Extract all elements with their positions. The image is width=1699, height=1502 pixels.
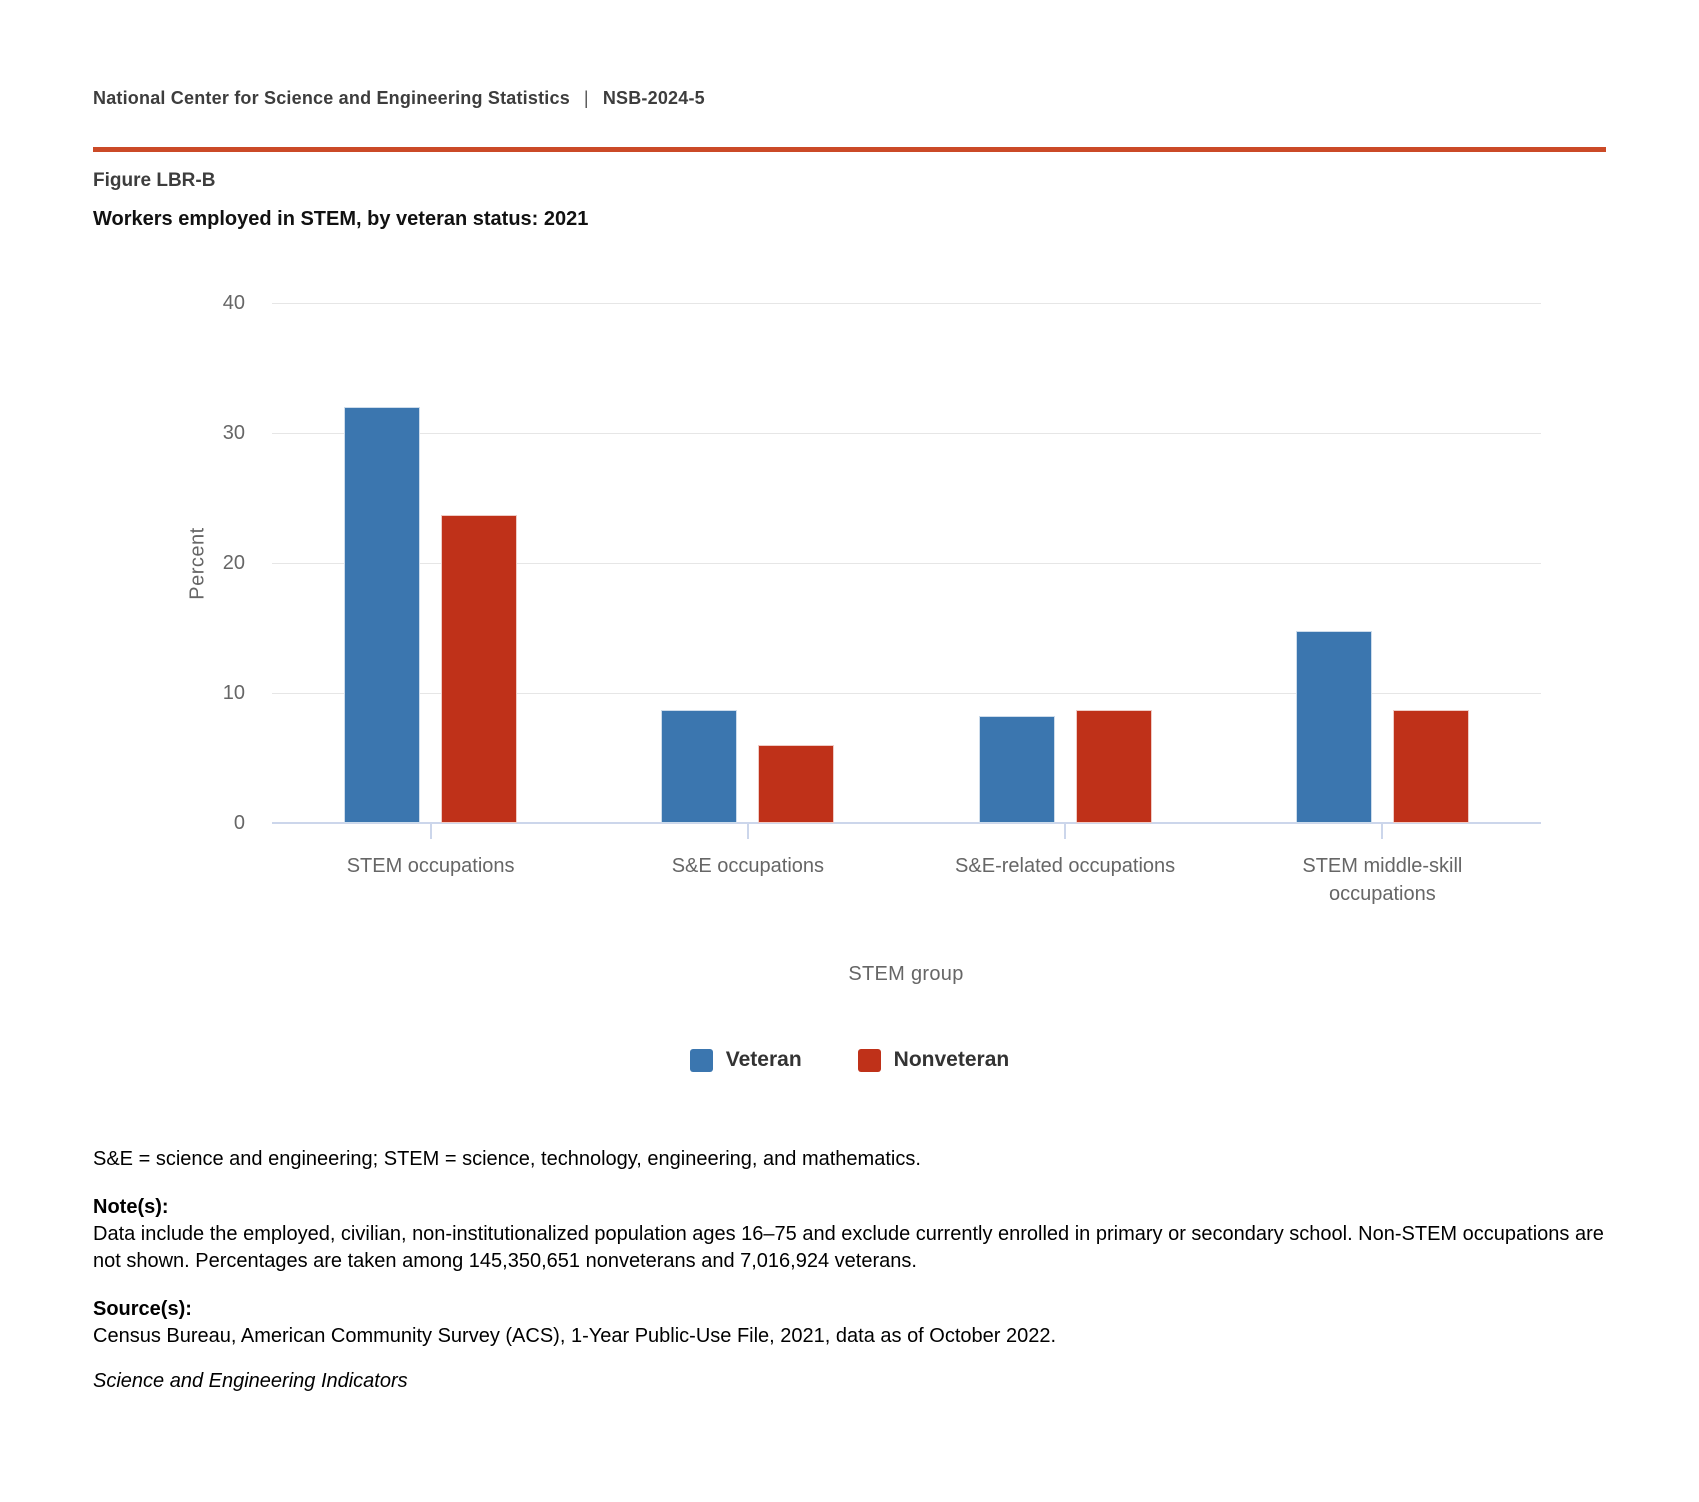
legend-label: Nonveteran [893,1048,1010,1071]
masthead-separator: | [583,88,589,108]
bar-nonveteran-0[interactable] [441,515,517,823]
legend-item-veteran[interactable] [690,1048,802,1072]
bar-veteran-2[interactable] [979,716,1055,823]
chart-legend [0,1048,1699,1072]
bar-veteran-1[interactable] [661,710,737,823]
bar-nonveteran-2[interactable] [1076,710,1152,823]
y-axis-tick-label: 30 [222,422,245,444]
source-text: Census Bureau, American Community Survey (ACS), 1-Year Public-Use File, 2021, data as of October 2022. [93,1325,1057,1347]
figure-title: Workers employed in STEM, by veteran status: 2021 [93,208,589,230]
y-axis-tick-label: 40 [222,292,245,314]
x-axis-category-label-line: S&E occupations [671,855,825,877]
masthead-org: National Center for Science and Engineering Statistics [93,88,570,108]
x-axis-title: STEM group [848,963,964,985]
bar-nonveteran-1[interactable] [758,745,834,823]
x-axis-category-label-line: occupations [1329,883,1436,905]
legend-swatch-nonveteran [858,1049,881,1072]
x-axis-tick [747,824,749,839]
y-gridline [272,303,1541,304]
x-axis-category-label-line: S&E-related occupations [955,855,1176,877]
y-axis-tick-label: 20 [222,552,245,574]
y-gridline [272,433,1541,434]
y-axis-title: Percent [186,527,209,600]
bar-veteran-0[interactable] [344,407,420,823]
figure-label: Figure LBR-B [93,170,216,191]
legend-label: Veteran [725,1048,802,1071]
note-label: Note(s): [93,1196,169,1218]
x-axis-category-label-line: STEM middle-skill [1302,855,1463,877]
x-axis-tick [1381,824,1383,839]
bar-veteran-3[interactable] [1296,631,1372,823]
y-axis-tick-label: 0 [233,812,245,834]
source-label: Source(s): [93,1298,192,1320]
x-axis-tick [1064,824,1066,839]
bar-nonveteran-3[interactable] [1393,710,1469,823]
x-axis-category-label [1212,852,1552,908]
x-axis-category-label [578,852,918,880]
x-axis-tick [430,824,432,839]
legend-item-nonveteran[interactable] [858,1048,1010,1072]
x-axis-category-label [261,852,601,880]
x-axis-category-label-line: STEM occupations [346,855,515,877]
masthead-report-id: NSB-2024-5 [602,88,705,108]
note-text: Data include the employed, civilian, non-institutionalized population ages 16–75 and exclude currently enrolled in primary or secondary school. Non-STEM occupations are not shown. Percentages are taken among 145,350,651 nonveterans and 7,016,924 veterans. [93,1223,1604,1272]
indicators-credit: Science and Engineering Indicators [93,1370,408,1392]
legend-swatch-veteran [690,1049,713,1072]
y-axis-tick-label: 10 [222,682,245,704]
footnote-abbreviations: S&E = science and engineering; STEM = science, technology, engineering, and mathematics. [93,1148,921,1170]
x-axis-category-label [895,852,1235,880]
